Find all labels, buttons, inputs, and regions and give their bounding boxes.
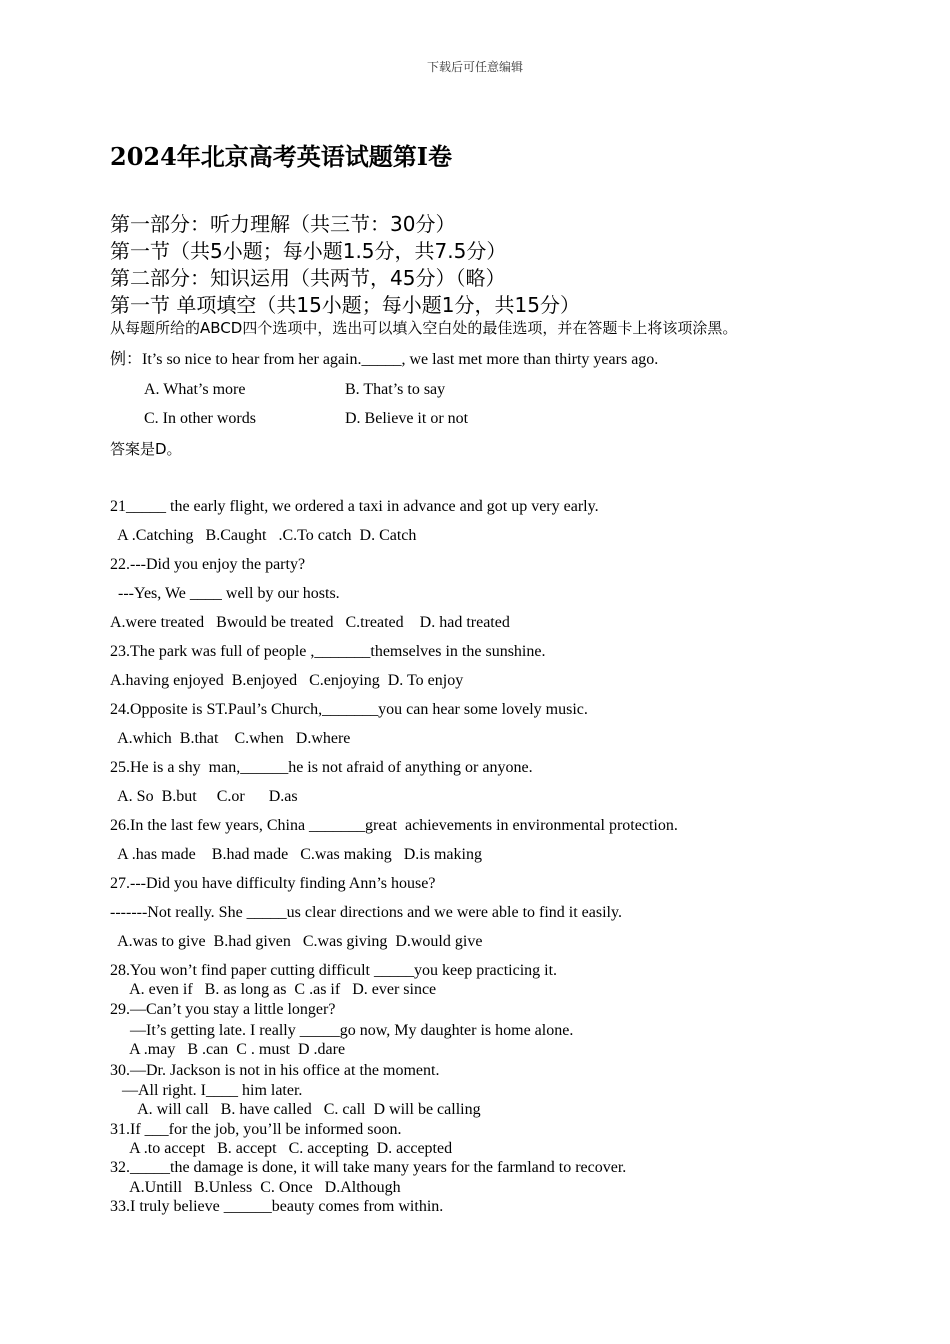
question-line: 22.---Did you enjoy the party? bbox=[110, 556, 306, 573]
question-line: A .Catching B.Caught .C.To catch D. Catch bbox=[110, 527, 417, 544]
example-question: 例：It’s so nice to hear from her again._____, we last met more than thirty years ago. bbox=[110, 351, 659, 368]
question-line: ---Yes, We ____ well by our hosts. bbox=[110, 585, 340, 602]
example-option-d: D. Believe it or not bbox=[345, 410, 469, 427]
question-line: 21_____ the early flight, we ordered a taxi in advance and got up very early. bbox=[110, 498, 599, 515]
question-line: 27.---Did you have difficulty finding Ann’s house? bbox=[110, 875, 436, 892]
example-answer: 答案是D。 bbox=[110, 440, 182, 458]
question-line: A. even if B. as long as C .as if D. ever since bbox=[110, 981, 437, 998]
question-line: 25.He is a shy man,______he is not afraid of anything or anyone. bbox=[110, 759, 533, 776]
question-line: A.Untill B.Unless C. Once D.Although bbox=[110, 1179, 401, 1196]
question-line: -------Not really. She _____us clear directions and we were able to find it easily. bbox=[110, 904, 622, 921]
example-option-a: A. What’s more bbox=[144, 381, 246, 398]
question-line: 28.You won’t find paper cutting difficult _____you keep practicing it. bbox=[110, 962, 558, 979]
question-line: 33.I truly believe ______beauty comes from within. bbox=[110, 1198, 444, 1215]
section-heading-2: 第一节（共5小题；每小题1.5分，共7.5分） bbox=[110, 239, 507, 263]
question-line: A .may B .can C . must D .dare bbox=[110, 1041, 346, 1058]
question-line: 30.—Dr. Jackson is not in his office at the moment. bbox=[110, 1062, 440, 1079]
question-line: 23.The park was full of people ,_______themselves in the sunshine. bbox=[110, 643, 546, 660]
question-line: 26.In the last few years, China _______great achievements in environmental protection. bbox=[110, 817, 678, 834]
question-line: A. will call B. have called C. call D will be calling bbox=[110, 1101, 481, 1118]
question-line: A.which B.that C.when D.where bbox=[110, 730, 351, 747]
page-title: 2024年北京高考英语试题第I卷 bbox=[110, 142, 453, 171]
question-line: A. So B.but C.or D.as bbox=[110, 788, 298, 805]
question-line: A.having enjoyed B.enjoyed C.enjoying D. To enjoy bbox=[110, 672, 464, 689]
section-heading-3: 第二部分：知识运用（共两节，45分）（略） bbox=[110, 266, 506, 290]
section-heading-1: 第一部分：听力理解（共三节：30分） bbox=[110, 212, 456, 236]
example-option-c: C. In other words bbox=[144, 410, 256, 427]
example-option-b: B. That’s to say bbox=[345, 381, 446, 398]
question-line: A.were treated Bwould be treated C.treated D. had treated bbox=[110, 614, 510, 631]
question-line: A .has made B.had made C.was making D.is making bbox=[110, 846, 482, 863]
header-note: 下载后可任意编辑 bbox=[426, 60, 523, 74]
section-heading-4: 第一节 单项填空（共15小题；每小题1分，共15分） bbox=[110, 293, 580, 317]
question-line: —It’s getting late. I really _____go now, My daughter is home alone. bbox=[110, 1022, 574, 1039]
question-line: 32._____the damage is done, it will take many years for the farmland to recover. bbox=[110, 1159, 627, 1176]
question-line: A.was to give B.had given C.was giving D.would give bbox=[110, 933, 483, 950]
question-line: A .to accept B. accept C. accepting D. accepted bbox=[110, 1140, 453, 1157]
question-line: 24.Opposite is ST.Paul’s Church,_______you can hear some lovely music. bbox=[110, 701, 588, 718]
question-line: 31.If ___for the job, you’ll be informed soon. bbox=[110, 1121, 402, 1138]
question-line: —All right. I____ him later. bbox=[110, 1082, 303, 1099]
instruction-text: 从每题所给的ABCD四个选项中，选出可以填入空白处的最佳选项，并在答题卡上将该项涂黑。 bbox=[110, 319, 738, 337]
question-line: 29.—Can’t you stay a little longer? bbox=[110, 1001, 336, 1018]
